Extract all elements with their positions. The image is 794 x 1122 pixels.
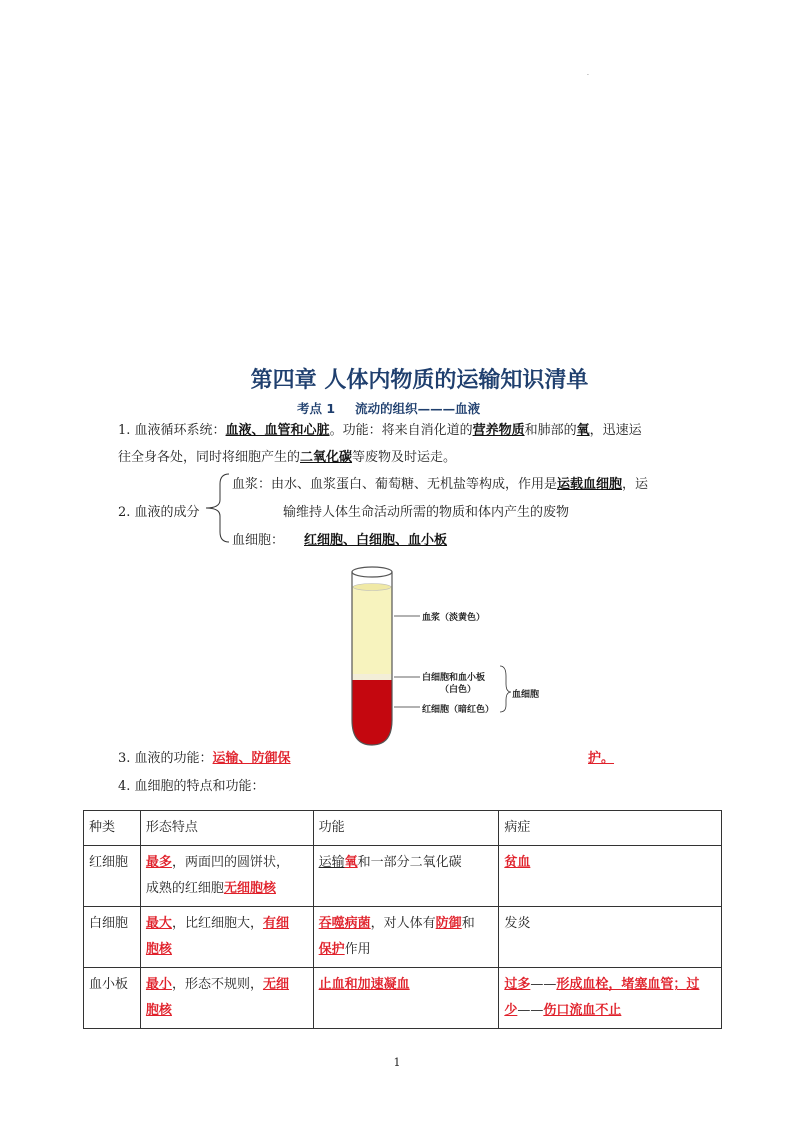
table-row bbox=[84, 846, 722, 907]
table-row bbox=[84, 968, 722, 1029]
key-term: 运载血细胞 bbox=[557, 477, 623, 492]
text: 血浆：由水、血浆蛋白、葡萄糖、无机盐等构成，作用是 bbox=[232, 477, 558, 492]
plasma-line-2: 输维持人体生命活动所需的物质和体内产生的废物 bbox=[283, 505, 570, 520]
answer: 贫血 bbox=[504, 855, 531, 870]
text: ，运 bbox=[622, 477, 649, 492]
brace-icon bbox=[203, 470, 233, 546]
text: 运输 bbox=[318, 855, 345, 870]
wbc-color-label: （白色） bbox=[440, 685, 477, 695]
blood-cells-line bbox=[232, 529, 447, 548]
text: 和肺部的 bbox=[524, 423, 577, 438]
text: 。功能：将来自消化道的 bbox=[329, 423, 473, 438]
header-cell: 功能 bbox=[313, 811, 499, 846]
key-term: 血液、血管和心脏 bbox=[225, 423, 330, 438]
page-number: 1 bbox=[393, 1056, 401, 1069]
blood-function-line bbox=[118, 747, 291, 766]
test-tube-figure bbox=[340, 560, 560, 750]
text: 和一部分二氧化碳 bbox=[357, 855, 462, 870]
header-mark: . bbox=[587, 70, 589, 77]
answer: 过多 bbox=[504, 977, 531, 992]
text: 3. 血液的功能： bbox=[118, 751, 213, 766]
page-title: 第四章 人体内物质的运输知识清单 bbox=[250, 368, 589, 393]
cell-function bbox=[313, 968, 499, 1029]
header-cell: 种类 bbox=[84, 811, 141, 846]
cell-morphology bbox=[140, 968, 313, 1029]
blood-cells-brace-icon bbox=[500, 666, 511, 712]
plasma-label: 血浆（淡黄色） bbox=[422, 613, 486, 623]
text: ，迅速运 bbox=[589, 423, 642, 438]
blood-cell-table bbox=[83, 810, 722, 1029]
key-term: 营养物质 bbox=[472, 423, 525, 438]
text: 作用 bbox=[344, 942, 371, 957]
blood-cell-heading: 4. 血细胞的特点和功能： bbox=[118, 779, 265, 794]
answer: 胞核 bbox=[145, 1003, 172, 1018]
answer: 最大 bbox=[145, 916, 172, 931]
answer: 伤口流血不止 bbox=[543, 1003, 622, 1018]
answer: ； bbox=[673, 977, 687, 992]
answer: 过 bbox=[686, 977, 700, 992]
answer: 无细胞核 bbox=[223, 881, 276, 896]
blood-function-end bbox=[588, 747, 614, 766]
answer: 保护 bbox=[318, 942, 345, 957]
cell-disease bbox=[499, 968, 722, 1029]
answer: 吞噬病菌 bbox=[318, 916, 371, 931]
answer: 最多 bbox=[145, 855, 172, 870]
answer: 有细 bbox=[262, 916, 289, 931]
text: 血细胞： bbox=[232, 533, 285, 548]
header-cell: 形态特点 bbox=[140, 811, 313, 846]
subtitle-label: 考点 1 bbox=[297, 401, 336, 416]
text: 往全身各处，同时将细胞产生的 bbox=[118, 450, 301, 465]
cell-morphology bbox=[140, 907, 313, 968]
text: ，对人体有 bbox=[370, 916, 436, 931]
paragraph-1-line-2 bbox=[118, 446, 456, 465]
header-cell: 病症 bbox=[499, 811, 722, 846]
paragraph-1-line-1 bbox=[118, 419, 642, 438]
answer: 防御 bbox=[435, 916, 462, 931]
cell-disease: 发炎 bbox=[499, 907, 722, 968]
text: ，形态不规则， bbox=[171, 977, 263, 992]
cell-type: 白细胞 bbox=[84, 907, 141, 968]
subtitle-text: 流动的组织———血液 bbox=[355, 401, 481, 416]
answer: 少 bbox=[504, 1003, 518, 1018]
answer: 无细 bbox=[262, 977, 289, 992]
answer: 胞核 bbox=[145, 942, 172, 957]
cell-function bbox=[313, 846, 499, 907]
cell-type: 血小板 bbox=[84, 968, 141, 1029]
text: 1. 血液循环系统： bbox=[118, 423, 226, 438]
answer: 形成血栓，堵塞血管 bbox=[556, 977, 674, 992]
answer: 护。 bbox=[588, 751, 615, 766]
cell-disease bbox=[499, 846, 722, 907]
blood-composition-label: 2. 血液的成分 bbox=[118, 505, 200, 520]
cell-morphology bbox=[140, 846, 313, 907]
answer: 止血和加速凝血 bbox=[318, 977, 410, 992]
plasma-line-1 bbox=[232, 473, 648, 492]
text: —— bbox=[517, 1003, 544, 1018]
text: 成熟的红细胞 bbox=[145, 881, 224, 896]
answer: 运输、防御保 bbox=[212, 751, 291, 766]
key-term: 二氧化碳 bbox=[300, 450, 353, 465]
blood-cells-label: 血细胞 bbox=[512, 690, 540, 700]
table-header-row bbox=[84, 811, 722, 846]
answer: 氧 bbox=[344, 855, 358, 870]
answer: 最小 bbox=[145, 977, 172, 992]
text: —— bbox=[530, 977, 557, 992]
text: 等废物及时运走。 bbox=[352, 450, 457, 465]
text: ，两面凹的圆饼状， bbox=[171, 855, 289, 870]
text: 和 bbox=[461, 916, 475, 931]
key-term: 红细胞、白细胞、血小板 bbox=[304, 533, 448, 548]
section-subtitle bbox=[297, 399, 480, 417]
rbc-label: 红细胞（暗红色） bbox=[422, 705, 495, 715]
cell-function bbox=[313, 907, 499, 968]
text: ，比红细胞大， bbox=[171, 916, 263, 931]
key-term: 氧 bbox=[576, 423, 590, 438]
table-row bbox=[84, 907, 722, 968]
cell-type: 红细胞 bbox=[84, 846, 141, 907]
wbc-platelet-label: 白细胞和血小板 bbox=[422, 673, 486, 683]
